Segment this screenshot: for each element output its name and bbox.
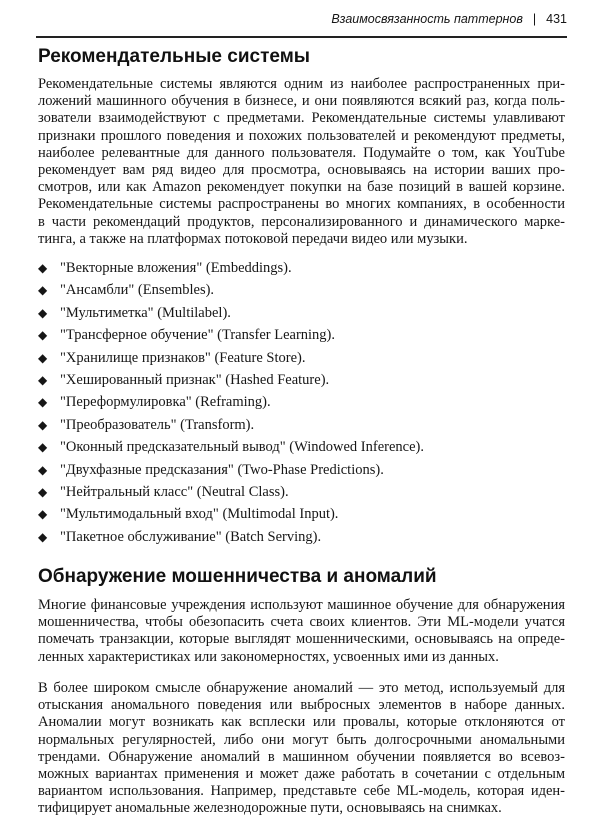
text-line: зователи взаимодействуют с предметами. Рекомендательные системы улавливают [38,110,565,127]
list-item [38,436,424,458]
header-separator: | [532,12,537,26]
list-item [38,481,424,503]
list-item-text: "Мультимодальный вход" (Multimodal Input). [60,506,339,523]
diamond-bullet-icon: ◆ [38,305,48,320]
running-header [36,12,567,38]
section-heading-fraud: Обнаружение мошенничества и аномалий [38,566,437,587]
diamond-bullet-icon: ◆ [38,529,48,544]
text-line: признаки прошлого поведения и похожих пользователей и рекомендуют предметы, [38,127,565,144]
pattern-list [38,257,424,548]
list-item-text: "Ансамбли" (Ensembles). [60,282,215,299]
text-line: можных вариантах применения и может даже работать в сочетании с отдельным [38,765,565,782]
diamond-bullet-icon: ◆ [38,350,48,365]
list-item-text: "Двухфазные предсказания" (Two-Phase Predictions). [60,461,384,478]
list-item-text: "Хранилище признаков" (Feature Store). [60,349,306,366]
list-item-text: "Переформулировка" (Reframing). [60,394,271,411]
text-line: помечать транзакции, которые выглядят мошенническими, основываясь на опреде- [38,631,565,648]
list-item [38,347,424,369]
list-item [38,459,424,481]
diamond-bullet-icon: ◆ [38,261,48,275]
list-item [38,324,424,346]
text-line: вариантом использования. Например, представьте себе ML-модель, которая иден- [38,783,565,800]
list-item-text: "Мультиметка" (Multilabel). [60,304,231,321]
text-line: В более широком смысле обнаружение аномалий — это метод, используемый для [38,680,565,696]
diamond-bullet-icon: ◆ [38,462,48,477]
diamond-bullet-icon: ◆ [38,484,48,499]
text-line: ложений машинного обучения в бизнесе, и они появляются всякий раз, когда поль- [38,93,565,110]
list-item-text: "Преобразователь" (Transform). [60,416,255,433]
diamond-bullet-icon: ◆ [38,395,48,410]
diamond-bullet-icon: ◆ [38,328,48,343]
list-item [38,391,424,413]
text-line: наиболее релевантные для данного пользователя. Подумайте о том, как YouTube [38,144,565,161]
list-item [38,257,424,279]
text-line: смотров, или как Amazon рекомендует покупки на базе позиций в вашей корзине. [38,179,565,196]
list-item-text: "Трансферное обучение" (Transfer Learning). [60,327,336,344]
text-line: рекомендует вам ряд видео для просмотра, основываясь на истории ваших про- [38,161,565,178]
list-item-text: "Оконный предсказательный вывод" (Windowed Inference). [60,439,424,456]
list-item [38,526,424,548]
list-item-text: "Нейтральный класс" (Neutral Class). [60,483,289,500]
diamond-bullet-icon: ◆ [38,507,48,522]
text-line: трендами. Обнаружение аномалий в машинном обучении появляется во всевоз- [38,748,565,765]
paragraph-recommenders [38,76,565,248]
text-line: мошенничества, чтобы обезопасить счета своих клиентов. Эти ML-модели учатся [38,614,565,631]
list-item [38,503,424,525]
text-line: тинга, а также на платформах потоковой передачи видео или музыки. [38,230,468,247]
text-line: ленных характеристиках или закономерностях, усвоенных ими из данных. [38,648,499,665]
text-line: тифицирует аномальные железнодорожные пути, основываясь на снимках. [38,800,502,817]
running-title: Взаимосвязанность паттернов [331,12,523,26]
diamond-bullet-icon: ◆ [38,372,48,387]
list-item [38,414,424,436]
diamond-bullet-icon: ◆ [38,283,48,298]
list-item-text: "Векторные вложения" (Embeddings). [60,260,292,276]
section-heading-recommenders: Рекомендательные системы [38,46,310,67]
diamond-bullet-icon: ◆ [38,440,48,455]
list-item [38,369,424,391]
list-item-text: "Хешированный признак" (Hashed Feature). [60,371,330,388]
diamond-bullet-icon: ◆ [38,417,48,432]
text-line: Многие финансовые учреждения используют машинное обучение для обнаружения [38,597,565,613]
text-line: Рекомендательные системы являются одним из наиболее распространенных при- [38,76,565,92]
text-line: нормальных регулярностей, либо они могут быть долгосрочными аномальными [38,731,565,748]
text-line: Рекомендательные системы распространены во многих компаниях, в особенности [38,196,565,213]
page-number: 431 [546,12,567,26]
text-line: в части рекомендаций продуктов, персонализированного и динамического марке- [38,213,565,230]
text-line: отыскания аномального поведения или выбросных элементов в наборе данных. [38,697,565,714]
text-line: Аномалии могут возникать как всплески или провалы, которые отклоняются от [38,714,565,731]
paragraph-anomaly [38,680,565,818]
list-item [38,302,424,324]
list-item [38,279,424,301]
list-item-text: "Пакетное обслуживание" (Batch Serving). [60,528,322,545]
paragraph-fraud [38,597,565,666]
